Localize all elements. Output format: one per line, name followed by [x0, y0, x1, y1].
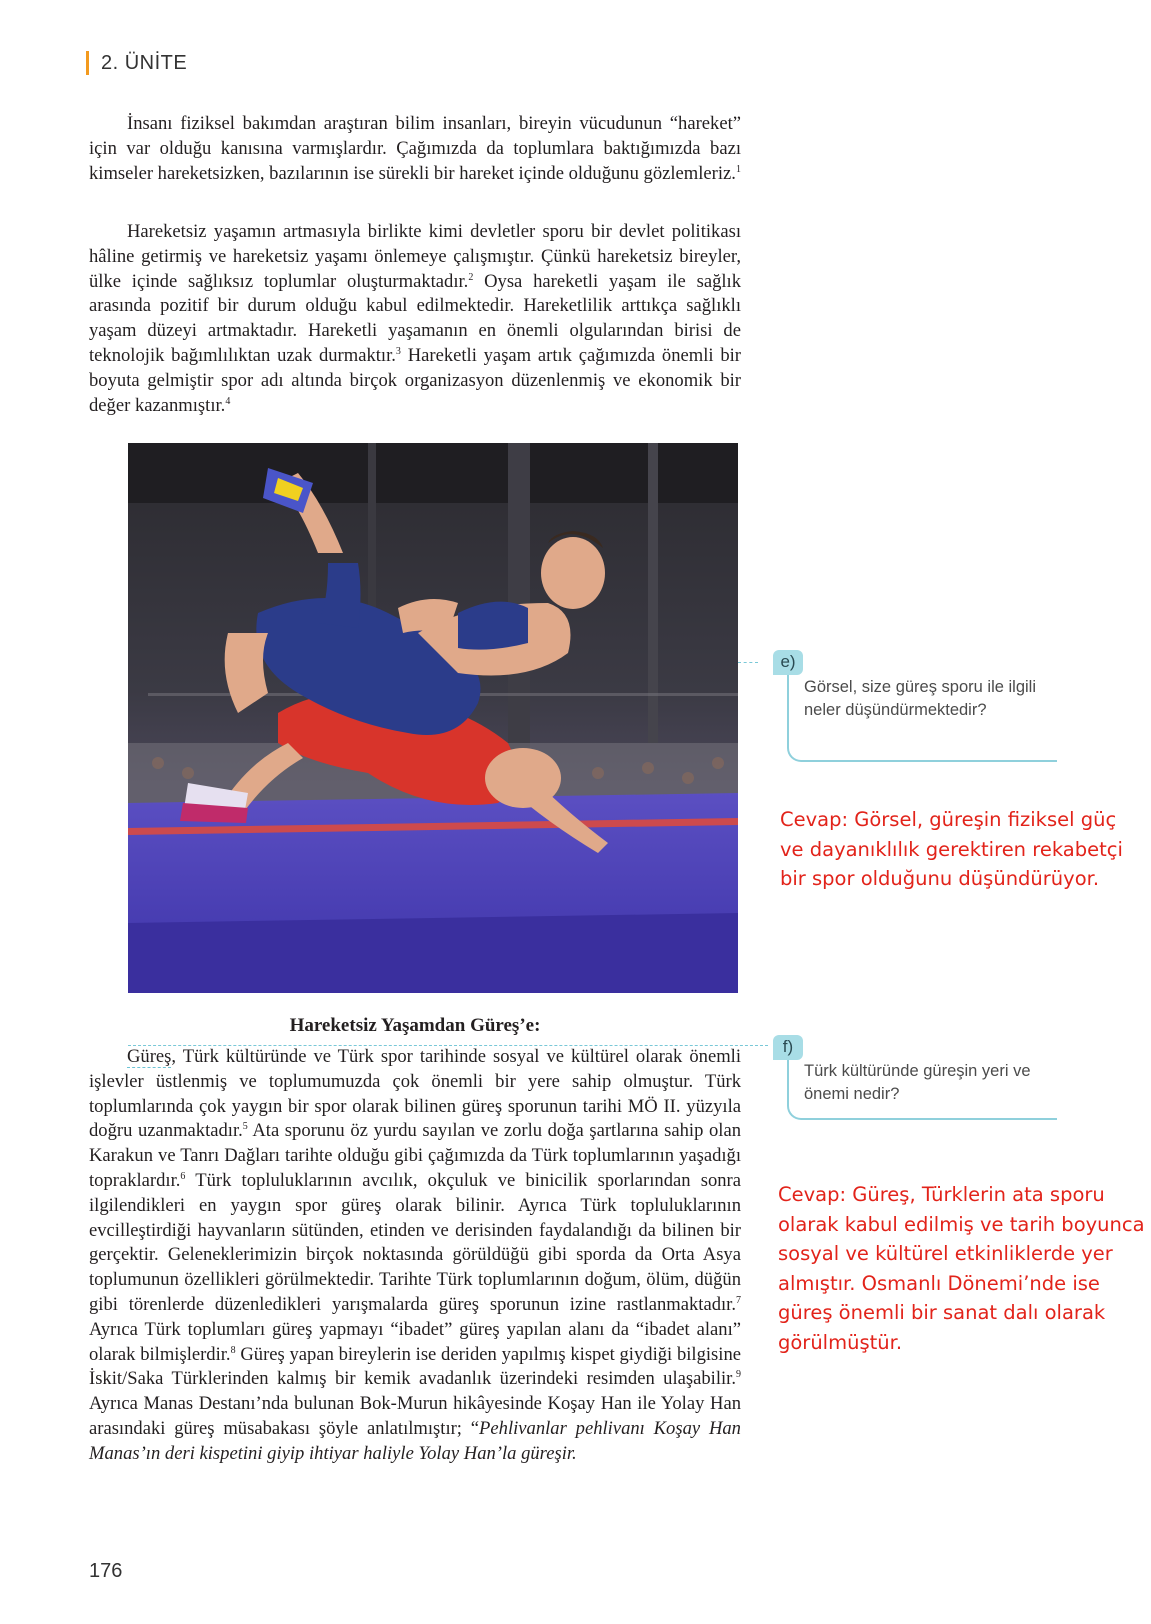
- footnote-ref: 5: [242, 1121, 248, 1133]
- callout-e-tag: e): [773, 650, 803, 675]
- footnote-ref: 6: [180, 1170, 186, 1182]
- header-accent-bar: [86, 51, 89, 75]
- footnote-ref: 2: [468, 271, 474, 283]
- footnote-ref: 3: [395, 345, 401, 357]
- callout-e-connector: [738, 662, 758, 663]
- footnote-ref: 1: [735, 163, 741, 175]
- paragraph-intro: İnsanı fiziksel bakımdan araştıran bilim insanları, bireyin vücudunun “hareket” için var olduğu kanısına varmışlardır. Çağımızda da toplumlara baktığımızda bazı kimseler hareketsizken, bazılarının ise sürekli bir hareket içinde olduğunu gözlemleriz.$^1$: [89, 113, 741, 184]
- callout-f-question: Türk kültüründe güreşin yeri ve önemi nedir?: [804, 1062, 1031, 1103]
- paragraph-sedentary: Hareketsiz yaşamın artmasıyla birlikte kimi devletler sporu bir devlet politikası hâline getirmiş ve hareketsiz yaşamı önlemeye çalışmıştır. Çünkü hareketsiz bireyler, ülke içinde sağlıksız toplumlar oluşturmaktadır.$^2$ Oysa hareketli yaşam ile sağlık arasında pozitif bir durum olduğu kabul edilmektedir. Hareketlilik arttıkça sağlıklı yaşam düzeyi artmaktadır. Hareketli yaşamanın en önemli olgularından birisi de teknolojik bağımlılıktan uzak durmaktır.$^3$ Hareketli yaşam artık çağımızda önemli bir boyuta gelmiştir spor adı altında birçok organizasyon düzenlenmiş ve ekonomik bir değer kazanmıştır.$^4$: [89, 221, 741, 416]
- section-heading: Hareketsiz Yaşamdan Güreş’e:: [289, 1015, 541, 1036]
- quote-italic: Pehlivanlar pehlivanı Koşay Han Manas’ın deri kispetini giyip ihtiyar haliyle Yolay Han’la güreşir.: [89, 1417, 741, 1464]
- highlighted-keyword: Güreş: [127, 1046, 172, 1067]
- footnote-ref: 7: [736, 1294, 741, 1306]
- callout-f-connector: [128, 1045, 768, 1046]
- unit-title: 2. ÜNİTE: [101, 51, 188, 74]
- footnote-ref: 9: [736, 1369, 741, 1381]
- footnote-ref: 8: [230, 1344, 236, 1356]
- wrestling-photo: [128, 443, 738, 993]
- callout-e-answer: Cevap: Görsel, güreşin fiziksel güç ve dayanıklılık gerektiren rekabetçi bir spor olduğunu düşündürüyor.: [780, 808, 1123, 890]
- callout-e-question: Görsel, size güreş sporu ile ilgili neler düşündürmektedir?: [804, 678, 1037, 719]
- paragraph-wrestling: Güreş, Türk kültüründe ve Türk spor tarihinde sosyal ve kültürel olarak önemli işlevler üstlenmiş ve toplumumuzda çok önemli bir yere sahip olmuştur. Türk toplumlarında çok yaygın bir spor olarak bilinen güreş sporunun tarihi MÖ II. yüzyıla doğru uzanmaktadır.$^5$ Ata sporunu öz yurdu sayılan ve zorlu doğa şartlarına sahip olan Karakun ve Tanrı Dağları tarihte olduğu gibi çağımızda da Türk toplumlarının yaşadığı topraklardır.$^6$ Türk topluluklarının avcılık, okçuluk ve binicilik sporlarından sonra ilgilendikleri en yaygın spor güreş olarak bilinir. Ayrıca Türk topluluklarının evcilleştirdiği hayvanların sütünden, etinden ve derisinden faydalandığı da bilinen bir gerçektir. Geleneklerimizin birçok noktasında görüldüğü gibi sporda da Orta Asya toplumunun özellikleri görülmektedir. Tarihte Türk toplumlarının doğum, ölüm, düğün gibi törenlerde düzenledikleri yarışmalarda güreş sporunun izine rastlanmaktadır.$^7$ Ayrıca Türk toplumları güreş yapmayı “ibadet” güreş yapılan alanı da “ibadet alanı” olarak bilmişlerdir.$^8$ Güreş yapan bireylerin ise deriden yapılmış kispet giydiği bilgisine İskit/Saka Türklerinden kalmış bir kemik avadanlık üzerindeki resimden ulaşabilir.$^9$ Ayrıca Manas Destanı’nda bulunan Bok-Murun hikâyesinde Koşay Han ile Yolay Han arasındaki güreş müsabakası şöyle anlatılmıştır; “Pehlivanlar pehlivanı Koşay Han Manas’ın deri kispetini giyip ihtiyar haliyle Yolay Han’la güreşir.: [89, 1046, 742, 1464]
- page-number: 176: [89, 1560, 123, 1582]
- callout-f-tag: f): [773, 1035, 803, 1060]
- unit-header: [86, 50, 187, 76]
- footnote-ref: 4: [225, 395, 231, 407]
- callout-f-answer: Cevap: Güreş, Türklerin ata sporu olarak kabul edilmiş ve tarih boyunca sosyal ve kültürel etkinliklerde yer almıştır. Osmanlı Dönemi’nde ise güreş önemli bir sanat dalı olarak görülmüştür.: [778, 1183, 1145, 1354]
